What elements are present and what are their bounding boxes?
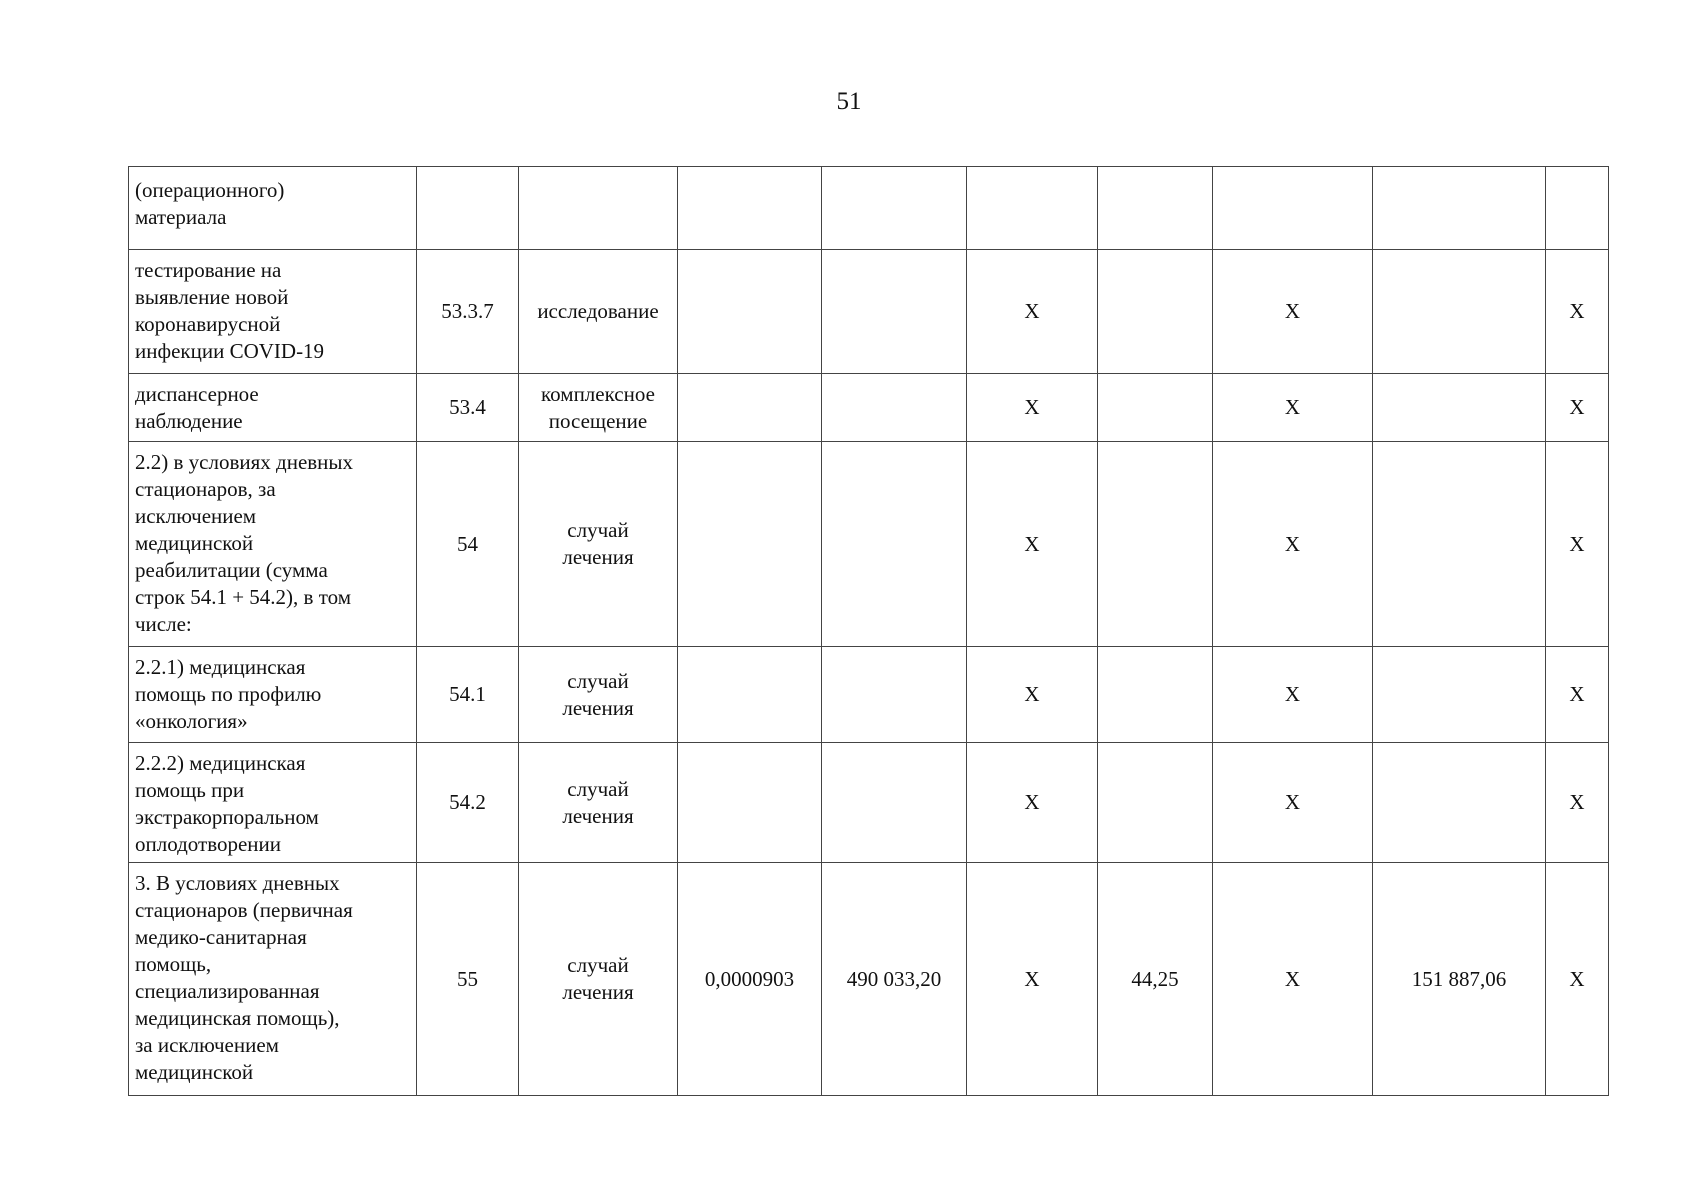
value-cell [822,250,967,374]
unit-cell [519,167,678,250]
unit-cell: случай лечения [519,647,678,743]
table-row [129,647,1609,743]
data-table [128,166,1609,1096]
value-cell [822,442,967,647]
value-cell: Х [1546,863,1609,1096]
value-cell: 490 033,20 [822,863,967,1096]
value-cell [1373,250,1546,374]
page-number: 51 [836,88,862,115]
value-cell: Х [967,743,1098,863]
value-cell: Х [967,442,1098,647]
value-cell: Х [1546,250,1609,374]
value-cell [1098,743,1213,863]
value-cell [1213,167,1373,250]
row-code-cell: 54.2 [417,743,519,863]
value-cell: Х [1546,647,1609,743]
row-name-cell: 2.2.2) медицинская помощь при экстракорпоральном оплодотворении [129,743,417,863]
unit-cell: комплексное посещение [519,374,678,442]
value-cell: Х [1213,743,1373,863]
value-cell [1098,442,1213,647]
table-row [129,743,1609,863]
value-cell: Х [1546,442,1609,647]
table-row [129,442,1609,647]
value-cell [1373,167,1546,250]
unit-cell: исследование [519,250,678,374]
value-cell [678,647,822,743]
value-cell [822,647,967,743]
value-cell [1373,647,1546,743]
value-cell: Х [1213,863,1373,1096]
unit-cell: случай лечения [519,863,678,1096]
value-cell [1098,647,1213,743]
value-cell: Х [967,374,1098,442]
value-cell [1098,250,1213,374]
row-code-cell: 54 [417,442,519,647]
value-cell: 151 887,06 [1373,863,1546,1096]
value-cell: Х [1546,374,1609,442]
row-name-cell: тестирование на выявление новой коронавирусной инфекции COVID-19 [129,250,417,374]
value-cell: 44,25 [1098,863,1213,1096]
unit-cell: случай лечения [519,442,678,647]
value-cell [822,374,967,442]
row-name-cell: диспансерное наблюдение [129,374,417,442]
value-cell: 0,0000903 [678,863,822,1096]
row-name-cell: (операционного) материала [129,167,417,250]
value-cell [678,743,822,863]
row-code-cell: 53.3.7 [417,250,519,374]
table-row [129,167,1609,250]
value-cell: Х [1213,374,1373,442]
value-cell: Х [1213,442,1373,647]
value-cell [1373,374,1546,442]
value-cell: Х [1213,647,1373,743]
table-row [129,863,1609,1096]
row-code-cell: 54.1 [417,647,519,743]
value-cell [1546,167,1609,250]
value-cell [1373,442,1546,647]
value-cell: Х [1546,743,1609,863]
row-name-cell: 2.2.1) медицинская помощь по профилю «онкология» [129,647,417,743]
value-cell [1373,743,1546,863]
table-row [129,250,1609,374]
row-code-cell [417,167,519,250]
value-cell: Х [967,647,1098,743]
value-cell: Х [967,863,1098,1096]
value-cell [678,167,822,250]
unit-cell: случай лечения [519,743,678,863]
row-name-cell: 2.2) в условиях дневных стационаров, за исключением медицинской реабилитации (сумма строк 54.1 + 54.2), в том числе: [129,442,417,647]
value-cell [1098,374,1213,442]
row-code-cell: 53.4 [417,374,519,442]
value-cell [1098,167,1213,250]
value-cell: Х [1213,250,1373,374]
row-name-cell: 3. В условиях дневных стационаров (первичная медико-санитарная помощь, специализированная медицинская помощь), за исключением медицинской [129,863,417,1096]
table-row [129,374,1609,442]
value-cell [822,167,967,250]
value-cell [678,442,822,647]
value-cell [678,374,822,442]
value-cell: Х [967,250,1098,374]
value-cell [678,250,822,374]
value-cell [822,743,967,863]
row-code-cell: 55 [417,863,519,1096]
value-cell [967,167,1098,250]
